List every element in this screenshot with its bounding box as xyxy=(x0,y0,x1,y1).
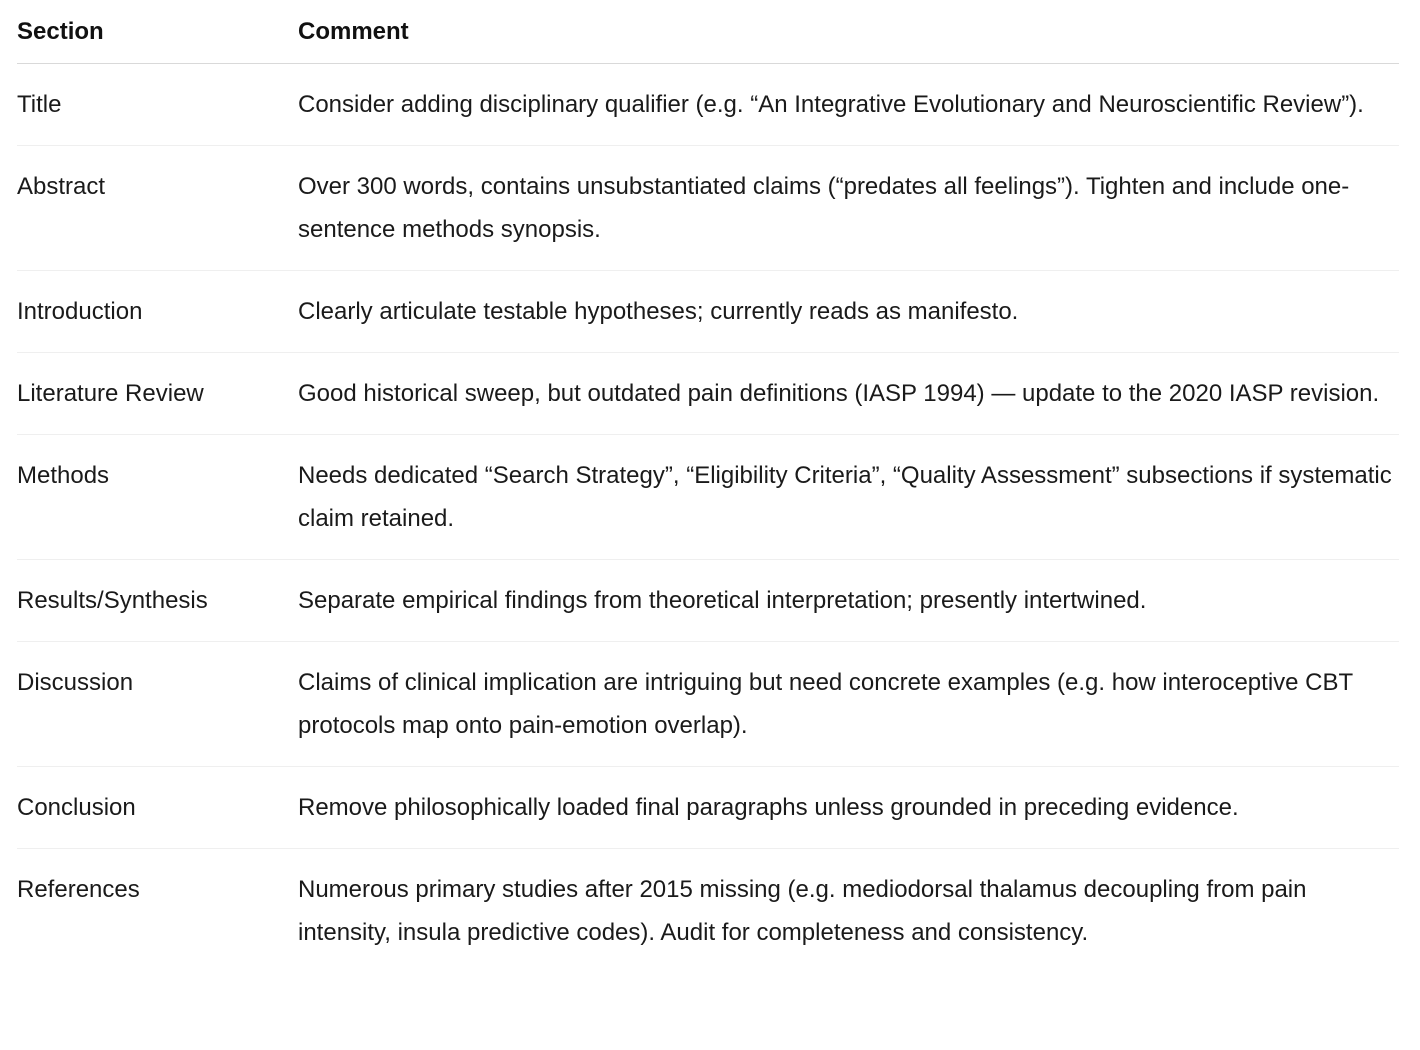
section-cell: Conclusion xyxy=(17,767,298,849)
table-row xyxy=(17,64,1399,146)
table-row xyxy=(17,435,1399,560)
comment-cell: Good historical sweep, but outdated pain definitions (IASP 1994) — update to the 2020 IASP revision. xyxy=(298,353,1399,435)
section-cell: Results/Synthesis xyxy=(17,560,298,642)
table-row xyxy=(17,560,1399,642)
comment-cell: Consider adding disciplinary qualifier (e.g. “An Integrative Evolutionary and Neuroscientific Review”). xyxy=(298,64,1399,146)
section-cell: Discussion xyxy=(17,642,298,767)
comment-cell: Needs dedicated “Search Strategy”, “Eligibility Criteria”, “Quality Assessment” subsections if systematic claim retained. xyxy=(298,435,1399,560)
table-row xyxy=(17,642,1399,767)
comment-cell: Numerous primary studies after 2015 missing (e.g. mediodorsal thalamus decoupling from pain intensity, insula predictive codes). Audit for completeness and consistency. xyxy=(298,876,1307,946)
section-cell: Title xyxy=(17,64,298,146)
comment-cell: Remove philosophically loaded final paragraphs unless grounded in preceding evidence. xyxy=(298,767,1399,849)
section-cell: References xyxy=(17,876,140,903)
table-row xyxy=(17,146,1399,271)
review-comments-table xyxy=(17,0,1399,973)
section-cell: Methods xyxy=(17,435,298,560)
section-cell: Literature Review xyxy=(17,353,298,435)
column-header-comment: Comment xyxy=(298,0,1399,64)
table-header-row xyxy=(17,0,1399,64)
comment-cell: Clearly articulate testable hypotheses; currently reads as manifesto. xyxy=(298,271,1399,353)
column-header-section: Section xyxy=(17,0,298,64)
table-row xyxy=(17,353,1399,435)
comment-cell: Claims of clinical implication are intriguing but need concrete examples (e.g. how interoceptive CBT protocols map onto pain-emotion overlap). xyxy=(298,642,1399,767)
comment-cell: Separate empirical findings from theoretical interpretation; presently intertwined. xyxy=(298,560,1399,642)
section-cell: Introduction xyxy=(17,271,298,353)
section-cell: Abstract xyxy=(17,146,298,271)
review-table-container xyxy=(17,0,1399,973)
table-row xyxy=(17,849,1399,974)
comment-cell: Over 300 words, contains unsubstantiated claims (“predates all feelings”). Tighten and include one-sentence methods synopsis. xyxy=(298,146,1399,271)
table-row xyxy=(17,767,1399,849)
table-row xyxy=(17,271,1399,353)
